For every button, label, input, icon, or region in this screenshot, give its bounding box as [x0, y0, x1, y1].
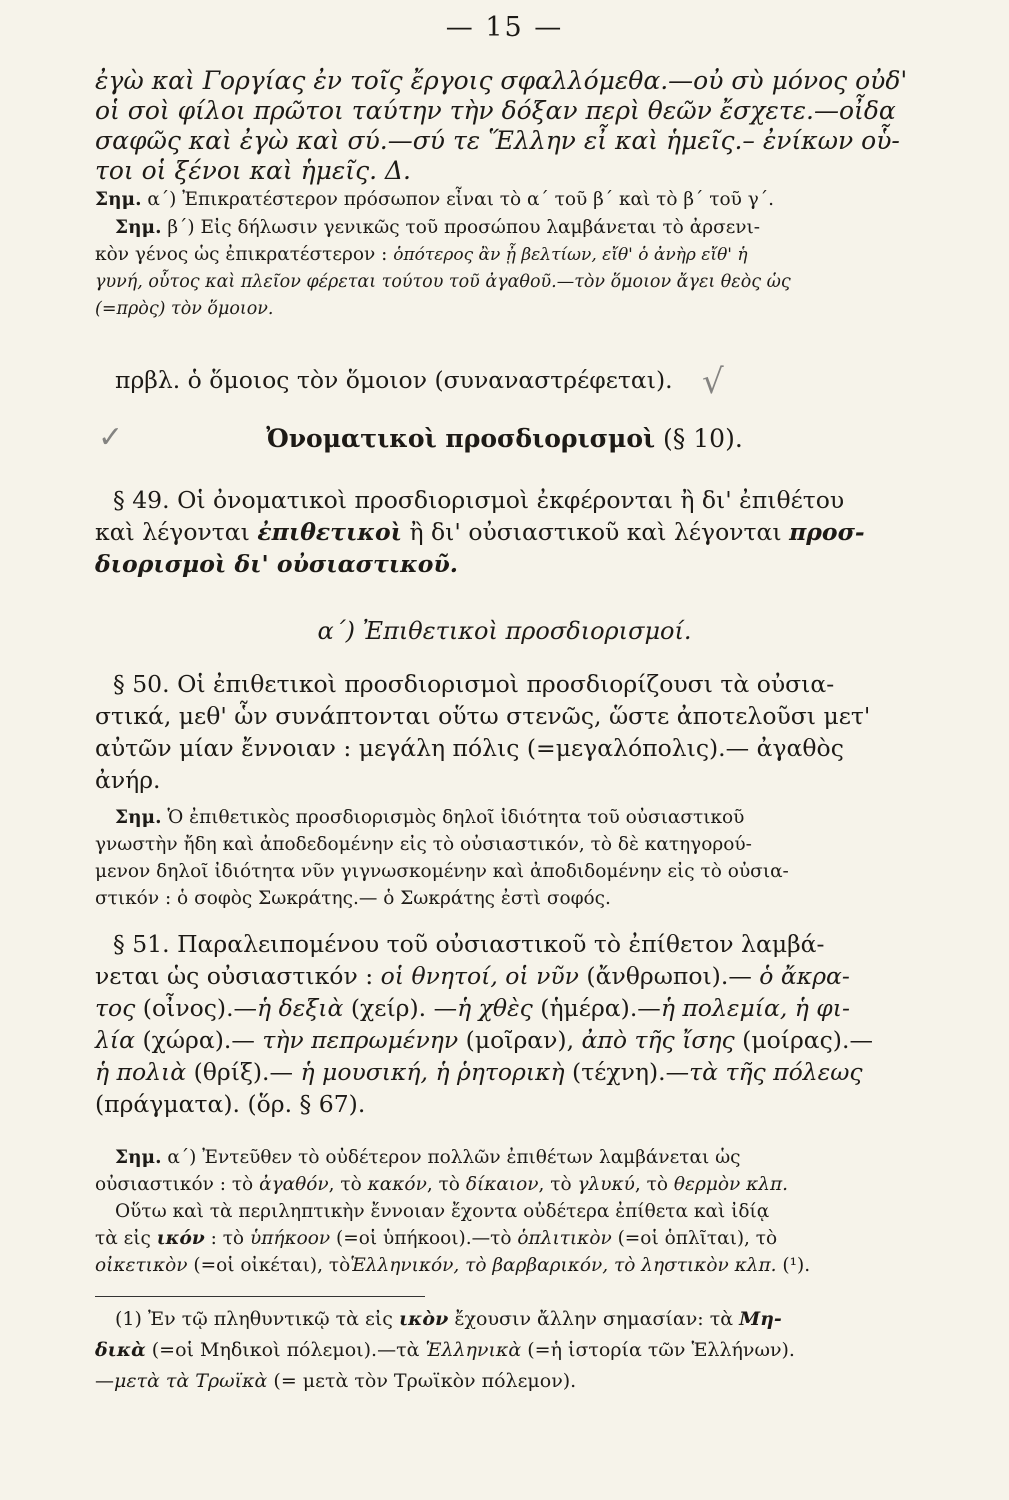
text-line: οἱ σοὶ φίλοι πρῶτοι ταύτην τὴν δόξαν περὶ θεῶν ἔσχετε.—οἶδα [95, 96, 896, 125]
text-line: τοι οἱ ξένοι καὶ ἡμεῖς. Δ. [95, 156, 411, 185]
example-italic: ἡ δεξιὰ [257, 994, 344, 1022]
example-italic: ἡ μουσική, ἡ ῥητορικὴ [300, 1058, 565, 1086]
note-text: , τὸ [328, 1174, 368, 1195]
example-block [95, 66, 908, 186]
note-a [95, 186, 859, 213]
cf-text: πρβλ. ὁ ὅμοιος τὸν ὅμοιον (συναναστρέφεται). [115, 366, 673, 394]
note-text: στικόν : ὁ σοφὸς Σωκράτης.— ὁ Σωκράτης ἐστὶ σοφός. [95, 888, 611, 909]
term-bold: προσ- [789, 518, 865, 546]
text-span: (μοῖραν), [458, 1026, 582, 1054]
note-example: οἰκετικὸν [95, 1255, 188, 1276]
note-c [95, 804, 859, 912]
footnote-term: Μη- [739, 1308, 782, 1330]
example-italic: ἡ χθὲς [457, 994, 533, 1022]
note-text: Οὕτω καὶ τὰ περιληπτικὴν ἔννοιαν ἔχοντα οὐδέτερα ἐπίθετα καὶ ἰδίᾳ [115, 1201, 770, 1222]
note-text: (=οἱ οἰκέται), τὸ [187, 1255, 351, 1276]
term-bold: διορισμοὶ δι' οὐσιαστικοῦ. [95, 550, 458, 578]
note-example: κακόν [367, 1174, 427, 1195]
footnote-text: — [95, 1370, 114, 1392]
heading-title: Ὀνοματικοὶ προσδιορισμοὶ [266, 424, 656, 453]
note-text: , τὸ [426, 1174, 466, 1195]
text-span: (τέχνη).— [564, 1058, 690, 1086]
text-span: καὶ λέγονται [95, 518, 258, 546]
example-italic: ἡ πολιὰ [95, 1058, 187, 1086]
text-span: νεται ὡς οὐσιαστικόν : [95, 962, 381, 990]
text-line: § 51. Παραλειπομένου τοῦ οὐσιαστικοῦ τὸ ἐπίθετον λαμβά- [113, 930, 825, 958]
note-example: (=πρὸς) τὸν ὅμοιον. [95, 299, 274, 319]
example-italic: οἱ θνητοί, οἱ νῦν [380, 962, 579, 990]
text-span: (χείρ). — [343, 994, 458, 1022]
note-suffix: ικόν [156, 1228, 205, 1249]
text-span: (μοίρας).— [734, 1026, 873, 1054]
text-span: (ἡμέρα).— [532, 994, 661, 1022]
paragraph-49 [95, 484, 865, 580]
note-text: μενον δηλοῖ ἰδιότητα νῦν γιγνωσκομένην καὶ ἀποδιδομένην εἰς τὸ οὐσια- [95, 861, 789, 882]
example-italic: ὁ ἄκρα- [759, 962, 850, 990]
note-example: θερμὸν κλπ. [673, 1174, 789, 1195]
note-text: α΄) Ἐπικρατέστερον πρόσωπον εἶναι τὸ α΄ τοῦ β΄ καὶ τὸ β΄ τοῦ γ΄. [141, 189, 774, 210]
text-line: ἀνήρ. [95, 766, 161, 794]
note-d [95, 1144, 859, 1279]
note-example: ὁπλιτικὸν [517, 1228, 612, 1249]
text-span: ἢ δι' οὐσιαστικοῦ καὶ λέγονται [402, 518, 790, 546]
footnote-term: δικὰ [95, 1339, 146, 1361]
example-italic: τος [95, 994, 136, 1022]
note-label: Σημ. [115, 217, 162, 238]
note-text: (=οἱ ὁπλῖται), τὸ [611, 1228, 778, 1249]
example-italic: τὰ τῆς πόλεως [689, 1058, 863, 1086]
heading-ref: (§ 10). [655, 424, 743, 453]
note-text: : τὸ [204, 1228, 250, 1249]
paragraph-51 [95, 928, 873, 1120]
check-mark-icon: √ [702, 362, 724, 402]
example-italic: ἀπὸ τῆς ἴσης [581, 1026, 735, 1054]
text-line: ἐγὼ καὶ Γοργίας ἐν τοῖς ἔργοις σφαλλόμεθα.—οὐ σὺ μόνος οὐδ' [95, 66, 908, 95]
text-span: (θρίξ).— [186, 1058, 301, 1086]
text-line: στικά, μεθ' ὧν συνάπτονται οὕτω στενῶς, ὥστε ἀποτελοῦσι μετ' [95, 702, 871, 730]
text-line: (πράγματα). (ὅρ. § 67). [95, 1090, 366, 1118]
paragraph-50 [95, 668, 871, 796]
note-b [95, 214, 859, 323]
subheading: α΄) Ἐπιθετικοὶ προσδιορισμοί. [317, 617, 692, 645]
text-line: § 50. Οἱ ἐπιθετικοὶ προσδιορισμοὶ προσδιορίζουσι τὰ οὐσια- [113, 670, 835, 698]
note-text: α΄) Ἐντεῦθεν τὸ οὐδέτερον πολλῶν ἐπιθέτων λαμβάνεται ὡς [161, 1147, 741, 1168]
note-example: γυνή, οὗτος καὶ πλεῖον φέρεται τούτου τοῦ ἀγαθοῦ.—τὸν ὅμοιον ἄγει θεὸς ὡς [95, 272, 791, 292]
note-text: Ὁ ἐπιθετικὸς προσδιορισμὸς δηλοῖ ἰδιότητα τοῦ οὐσιαστικοῦ [161, 807, 745, 828]
text-line: αὐτῶν μίαν ἔννοιαν : μεγάλη πόλις (=μεγαλόπολις).— ἀγαθὸς [95, 734, 844, 762]
note-text: τὰ εἰς [95, 1228, 157, 1249]
note-example: ὑπήκοον [249, 1228, 331, 1249]
term-bold: ἐπιθετικοὶ [257, 518, 403, 546]
text-span: (χώρα).— [134, 1026, 263, 1054]
example-italic: τὴν πεπρωμένην [262, 1026, 459, 1054]
example-italic: λία [95, 1026, 135, 1054]
note-label: Σημ. [115, 1147, 162, 1168]
text-span: (ἄνθρωποι).— [578, 962, 760, 990]
note-text: οὐσιαστικόν : τὸ [95, 1174, 260, 1195]
page-number: — 15 — [445, 12, 564, 43]
pencil-mark-icon: ✓ [98, 420, 124, 455]
footnote-text: (= μετὰ τὸν Τρωϊκὸν πόλεμον). [267, 1370, 577, 1392]
text-span: (οἶνος).— [135, 994, 258, 1022]
note-example: ὁπότερος ἂν ᾖ βελτίων, εἴθ' ὁ ἀνὴρ εἴθ' ἡ [393, 245, 748, 265]
note-text: , τὸ [538, 1174, 578, 1195]
note-text: (=οἱ ὑπήκοοι).—τὸ [330, 1228, 518, 1249]
note-label: Σημ. [115, 807, 162, 828]
footnote-text: (=ἡ ἱστορία τῶν Ἑλλήνων). [521, 1339, 795, 1361]
note-text: , τὸ [634, 1174, 674, 1195]
text-line: σαφῶς καὶ ἐγὼ καὶ σύ.—σύ τε Ἕλλην εἶ καὶ ἡμεῖς.– ἐνίκων οὗ- [95, 126, 900, 155]
footnote-term: Ἑλληνικὰ [425, 1339, 522, 1361]
note-example: δίκαιον [465, 1174, 539, 1195]
note-text: β΄) Εἰς δήλωσιν γενικῶς τοῦ προσώπου λαμβάνεται τὸ ἀρσενι- [161, 217, 761, 238]
text-line: § 49. Οἱ ὀνοματικοὶ προσδιορισμοὶ ἐκφέρονται ἢ δι' ἐπιθέτου [113, 486, 845, 514]
note-example: ἀγαθόν [259, 1174, 329, 1195]
footnote-term: μετὰ τὰ Τρωϊκὰ [114, 1370, 268, 1392]
footnote [95, 1304, 859, 1397]
cf-line [95, 364, 859, 396]
footnote-text: ἔχουσιν ἄλλην σημασίαν: τὰ [448, 1308, 740, 1330]
note-example: γλυκύ [577, 1174, 635, 1195]
footnote-text: (1) Ἐν τῷ πληθυντικῷ τὰ εἰς [115, 1308, 399, 1330]
footnote-text: (=οἱ Μηδικοὶ πόλεμοι).—τὰ [145, 1339, 426, 1361]
note-text: (¹). [776, 1255, 811, 1276]
section-heading [0, 422, 1009, 456]
example-italic: ἡ πολεμία, ἡ φι- [660, 994, 850, 1022]
note-example: Ἑλληνικόν, τὸ βαρβαρικόν, τὸ ληστικὸν κλπ. [350, 1255, 777, 1276]
note-text: κὸν γένος ὡς ἐπικρατέστερον : [95, 244, 394, 265]
note-text: γνωστὴν ἤδη καὶ ἀποδεδομένην εἰς τὸ οὐσιαστικόν, τὸ δὲ κατηγορού- [95, 834, 752, 855]
note-label: Σημ. [95, 189, 142, 210]
footnote-rule [95, 1296, 425, 1297]
footnote-suffix: ικὸν [398, 1308, 449, 1330]
